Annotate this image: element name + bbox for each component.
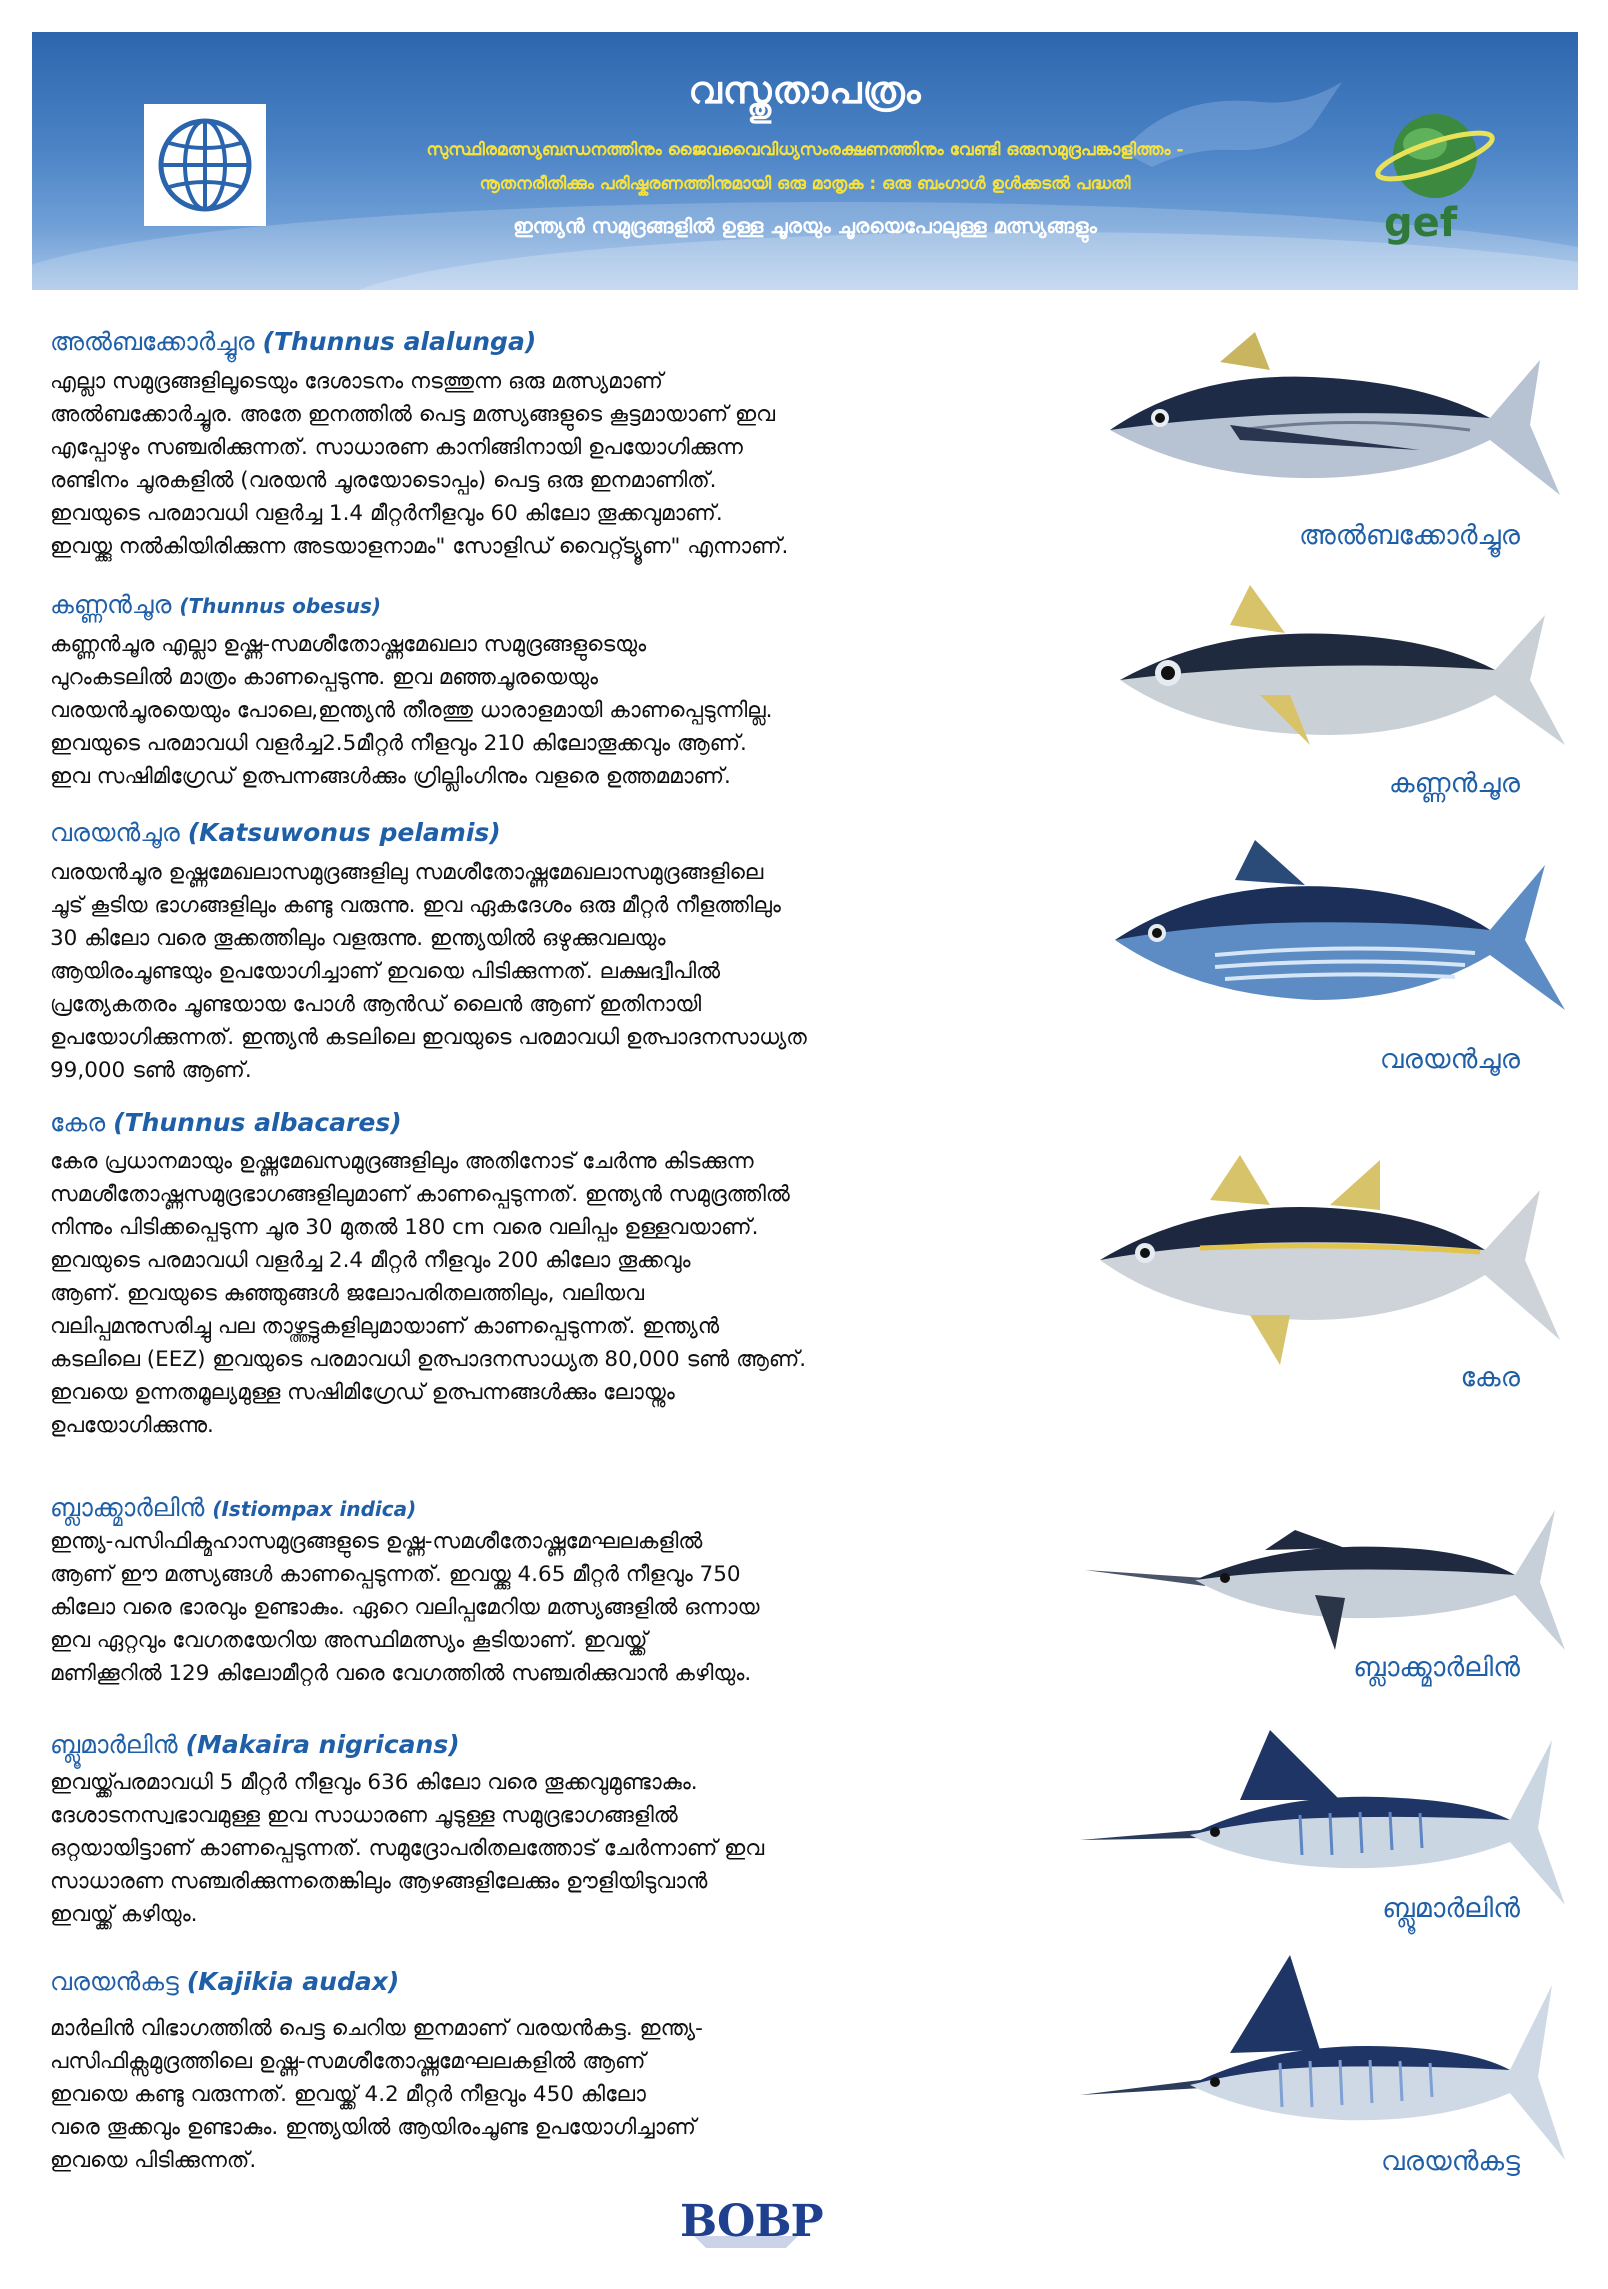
description-line: മാർലിൻ വിഭാഗത്തിൽ പെട്ട ചെറിയ ഇനമാണ് വരയൻകട്ട. ഇന്ത്യ- <box>50 2016 703 2041</box>
description-line: ഇവ ഏറ്റവും വേഗതയേറിയ അസ്ഥിമത്സ്യം കൂടിയാണ്. ഇവയ്ക്ക് <box>50 1628 648 1653</box>
blue-marlin-illustration <box>1080 1720 1570 1920</box>
description-line: ഇവയ്ക്കു നൽകിയിരിക്കുന്ന അടയാളനാമം" സോളിഡ് വൈറ്റ്ട്യൂണ" എന്നാണ്. <box>50 534 789 559</box>
species-common-name: വരയൻകട്ട <box>50 1967 179 1996</box>
description-line: പസിഫിക്സമുദ്രത്തിലെ ഉഷ്ണ-സമശീതോഷ്ണമേഘലകളിൽ ആണ് <box>50 2049 646 2074</box>
description-line: പ്രത്യേകതരം ചൂണ്ടയായ പോൾ ആൻഡ് ലൈൻ ആണ് ഇതിനായി <box>50 992 702 1017</box>
species-description <box>50 1766 1060 1931</box>
description-line: ഇവയ്ക്ക് കഴിയും. <box>50 1902 198 1927</box>
gef-logo-text: gef <box>1384 200 1458 246</box>
description-line: അൽബക്കോർച്ചൂര. അതേ ഇനത്തിൽ പെട്ട മത്സ്യങ്ങളുടെ കൂട്ടമായാണ് ഇവ <box>50 402 775 427</box>
species-scientific-name: (Kajikia audax) <box>186 1967 400 1996</box>
description-line: ഇവയുടെ പരമാവധി വളർച്ച 1.4 മീറ്റർനീളവും 60 കിലോ തൂക്കവുമാണ്. <box>50 501 723 526</box>
striped-marlin-illustration <box>1080 1955 1570 2170</box>
description-line: 99,000 ടൺ ആണ്. <box>50 1058 252 1083</box>
species-heading <box>50 327 536 357</box>
description-line: ഇവയ്ക്ക്പരമാവധി 5 മീറ്റർ നീളവും 636 കിലോ വരെ തൂക്കവുമുണ്ടാകും. <box>50 1770 698 1795</box>
species-scientific-name: (Katsuwonus pelamis) <box>187 818 501 847</box>
bobp-logo: BOBP <box>680 2196 823 2247</box>
species-scientific-name: (Thunnus obesus) <box>179 594 381 618</box>
description-line: കണ്ണൻചൂര എല്ലാ ഉഷ്ണ-സമശീതോഷ്ണമേഖലാ സമുദ്രങ്ങളുടെയും <box>50 632 647 657</box>
fish-image-caption: ബ്ലൂമാർലിൻ <box>1382 1893 1520 1924</box>
description-line: വലിപ്പമനുസരിച്ചു പല താഴ്ത്തട്ടുകളിലുമായാണ് കാണപ്പെടുന്നത്. ഇന്ത്യൻ <box>50 1314 720 1339</box>
fish-image-caption: കേര <box>1460 1362 1520 1393</box>
species-common-name: കണ്ണൻചൂര <box>50 590 172 619</box>
page-tagline: ഇന്ത്യൻ സമുദ്രങ്ങളിൽ ഉള്ള ചൂരയും ചൂരയെപോലുള്ള മത്സ്യങ്ങളും <box>513 214 1097 238</box>
description-line: പുറംകടലിൽ മാത്രം കാണപ്പെടുന്നു. ഇവ മഞ്ഞചൂരയെയും <box>50 665 599 690</box>
page-title: വസ്തുതാപത്രം <box>688 68 922 112</box>
description-line: ഇവ സഷിമിഗ്രേഡ് ഉത്പന്നങ്ങൾക്കും ഗ്രില്ലിംഗിനും വളരെ ഉത്തമമാണ്. <box>50 764 731 789</box>
header-banner <box>32 32 1578 290</box>
fish-image-caption: വരയൻചൂര <box>1379 1044 1520 1075</box>
fish-image-caption: വരയൻകട്ട <box>1380 2146 1520 2177</box>
description-line: എല്ലാ സമുദ്രങ്ങളിലൂടെയും ദേശാടനം നടത്തുന്ന ഒരു മത്സ്യമാണ് <box>50 369 663 394</box>
species-description <box>50 628 1060 793</box>
description-line: സമശീതോഷ്ണസമുദ്രഭാഗങ്ങളിലുമാണ് കാണപ്പെടുന്നത്. ഇന്ത്യൻ സമുദ്രത്തിൽ <box>50 1182 790 1207</box>
description-line: ആണ്. ഇവയുടെ കുഞ്ഞുങ്ങൾ ജലോപരിതലത്തിലും, വലിയവ <box>50 1281 645 1306</box>
species-common-name: ബ്ലാക്ക്മാർലിൻ <box>50 1493 205 1522</box>
bigeye-tuna-illustration <box>1100 585 1570 775</box>
albacore-tuna-illustration <box>1090 330 1570 520</box>
species-description <box>50 1145 1060 1442</box>
description-line: ഇവയുടെ പരമാവധി വളർച്ച2.5മീറ്റർ നീളവും 210 കിലോതൂക്കവും ആണ്. <box>50 731 747 756</box>
description-line: ഇവയെ ഉന്നതമൂല്യമുള്ള സഷിമിഗ്രേഡ് ഉത്പന്നങ്ങൾക്കും ലോയ്നും <box>50 1380 675 1405</box>
description-line: കടലിലെ (EEZ) ഇവയുടെ പരമാവധി ഉത്പാദനസാധ്യത 80,000 ടൺ ആണ്. <box>50 1347 807 1372</box>
species-description <box>50 1525 1060 1690</box>
species-common-name: കേര <box>50 1108 106 1137</box>
species-heading <box>50 1108 402 1138</box>
description-line: ഇവയുടെ പരമാവധി വളർച്ച 2.4 മീറ്റർ നീളവും 200 കിലോ തൂക്കവും <box>50 1248 691 1273</box>
description-line: കേര പ്രധാനമായും ഉഷ്ണമേഖസമുദ്രങ്ങളിലും അതിനോട് ചേർന്നു കിടക്കുന്ന <box>50 1149 754 1174</box>
description-line: ഉപയോഗിക്കുന്നത്. ഇന്ത്യൻ കടലിലെ ഇവയുടെ പരമാവധി ഉത്പാദനസാധ്യത <box>50 1025 807 1050</box>
description-line: രണ്ടിനം ചൂരകളിൽ (വരയൻ ചൂരയോടൊപ്പം) പെട്ട ഒരു ഇനമാണിത്. <box>50 468 717 493</box>
species-scientific-name: (Istiompax indica) <box>212 1497 417 1521</box>
description-line: വരയൻചൂരയെയും പോലെ,ഇന്ത്യൻ തീരത്തു ധാരാളമായി കാണപ്പെടുന്നില്ല. <box>50 698 773 723</box>
description-line: വരയൻചൂര ഉഷ്ണമേഖലാസമുദ്രങ്ങളിലു സമശീതോഷ്ണമേഖലാസമുദ്രങ്ങളിലെ <box>50 860 764 885</box>
description-line: ദേശാടനസ്വഭാവമുള്ള ഇവ സാധാരണ ചൂടുള്ള സമുദ്രഭാഗങ്ങളിൽ <box>50 1803 678 1828</box>
species-heading <box>50 1730 460 1760</box>
species-description <box>50 856 1060 1087</box>
world-bank-globe-icon <box>155 115 255 215</box>
skipjack-tuna-illustration <box>1095 835 1570 1035</box>
description-line: സാധാരണ സഞ്ചരിക്കുന്നതെങ്കിലും ആഴങ്ങളിലേക്കും ഊളിയിടുവാൻ <box>50 1869 708 1894</box>
description-line: ഇന്ത്യ-പസിഫിക്മഹാസമുദ്രങ്ങളുടെ ഉഷ്ണ-സമശീതോഷ്ണമേഘലകളിൽ <box>50 1529 703 1554</box>
fish-image-caption: അൽബക്കോർച്ചൂര <box>1299 520 1520 551</box>
species-heading <box>50 1493 416 1523</box>
description-line: ഒറ്റയായിട്ടാണ് കാണപ്പെടുന്നത്. സമുദ്രോപരിതലത്തോട് ചേർന്നാണ് ഇവ <box>50 1836 765 1861</box>
black-marlin-illustration <box>1085 1490 1570 1670</box>
species-heading <box>50 590 381 620</box>
species-heading <box>50 818 501 848</box>
fish-image-caption: കണ്ണൻചൂര <box>1388 768 1520 799</box>
species-description <box>50 2012 1060 2177</box>
fish-image-caption: ബ്ലാക്ക്മാർലിൻ <box>1353 1652 1520 1683</box>
species-common-name: അൽബക്കോർച്ചൂര <box>50 327 255 356</box>
species-scientific-name: (Thunnus albacares) <box>113 1108 402 1137</box>
description-line: നിന്നും പിടിക്കപ്പെടുന്ന ചൂര 30 മുതൽ 180 cm വരെ വലിപ്പം ഉള്ളവയാണ്. <box>50 1215 759 1240</box>
species-scientific-name: (Makaira nigricans) <box>185 1730 460 1759</box>
description-line: ആണ് ഈ മത്സ്യങ്ങൾ കാണപ്പെടുന്നത്. ഇവയ്ക്കു 4.65 മീറ്റർ നീളവും 750 <box>50 1562 741 1587</box>
description-line: ഇവയെ പിടിക്കുന്നത്. <box>50 2148 257 2173</box>
description-line: 30 കിലോ വരെ തൂക്കത്തിലും വളരുന്നു. ഇന്ത്യയിൽ ഒഴുക്കുവലയും <box>50 926 666 951</box>
species-scientific-name: (Thunnus alalunga) <box>262 327 537 356</box>
description-line: ഇവയെ കണ്ടു വരുന്നത്. ഇവയ്ക്ക് 4.2 മീറ്റർ നീളവും 450 കിലോ <box>50 2082 646 2107</box>
world-bank-logo <box>144 104 266 226</box>
description-line: മണിക്കൂറിൽ 129 കിലോമീറ്റർ വരെ വേഗത്തിൽ സഞ്ചരിക്കുവാൻ കഴിയും. <box>50 1661 752 1686</box>
project-subtitle-line-2: നൂതനരീതിക്കും പരിഷ്കരണത്തിനുമായി ഒരു മാതൃക : ഒരു ബംഗാൾ ഉൾക്കടൽ പദ്ധതി <box>479 174 1131 194</box>
project-subtitle-line-1: സുസ്ഥിരമത്സ്യബന്ധനത്തിനും ജൈവവൈവിധ്യസംരക്ഷണത്തിനും വേണ്ടി ഒരുസമുദ്രപങ്കാളിത്തം - <box>426 140 1184 160</box>
yellowfin-tuna-illustration <box>1080 1150 1570 1370</box>
species-common-name: ബ്ലൂമാർലിൻ <box>50 1730 178 1759</box>
species-heading <box>50 1967 399 1997</box>
species-description <box>50 365 1060 563</box>
description-line: ചൂട് കൂടിയ ഭാഗങ്ങളിലും കണ്ടു വരുന്നു. ഇവ ഏകദേശം ഒരു മീറ്റർ നീളത്തിലും <box>50 893 781 918</box>
description-line: എപ്പോഴും സഞ്ചരിക്കുന്നത്. സാധാരണ കാനിങ്ങിനായി ഉപയോഗിക്കുന്ന <box>50 435 743 460</box>
description-line: കിലോ വരെ ഭാരവും ഉണ്ടാകും. ഏറെ വലിപ്പമേറിയ മത്സ്യങ്ങളിൽ ഒന്നായ <box>50 1595 760 1620</box>
species-common-name: വരയൻചൂര <box>50 818 180 847</box>
description-line: ആയിരംചൂണ്ടയും ഉപയോഗിച്ചാണ് ഇവയെ പിടിക്കുന്നത്. ലക്ഷദ്വീപിൽ <box>50 959 721 984</box>
description-line: വരെ തൂക്കവും ഉണ്ടാകും. ഇന്ത്യയിൽ ആയിരംചൂണ്ട ഉപയോഗിച്ചാണ് <box>50 2115 696 2140</box>
description-line: ഉപയോഗിക്കുന്നു. <box>50 1413 214 1438</box>
